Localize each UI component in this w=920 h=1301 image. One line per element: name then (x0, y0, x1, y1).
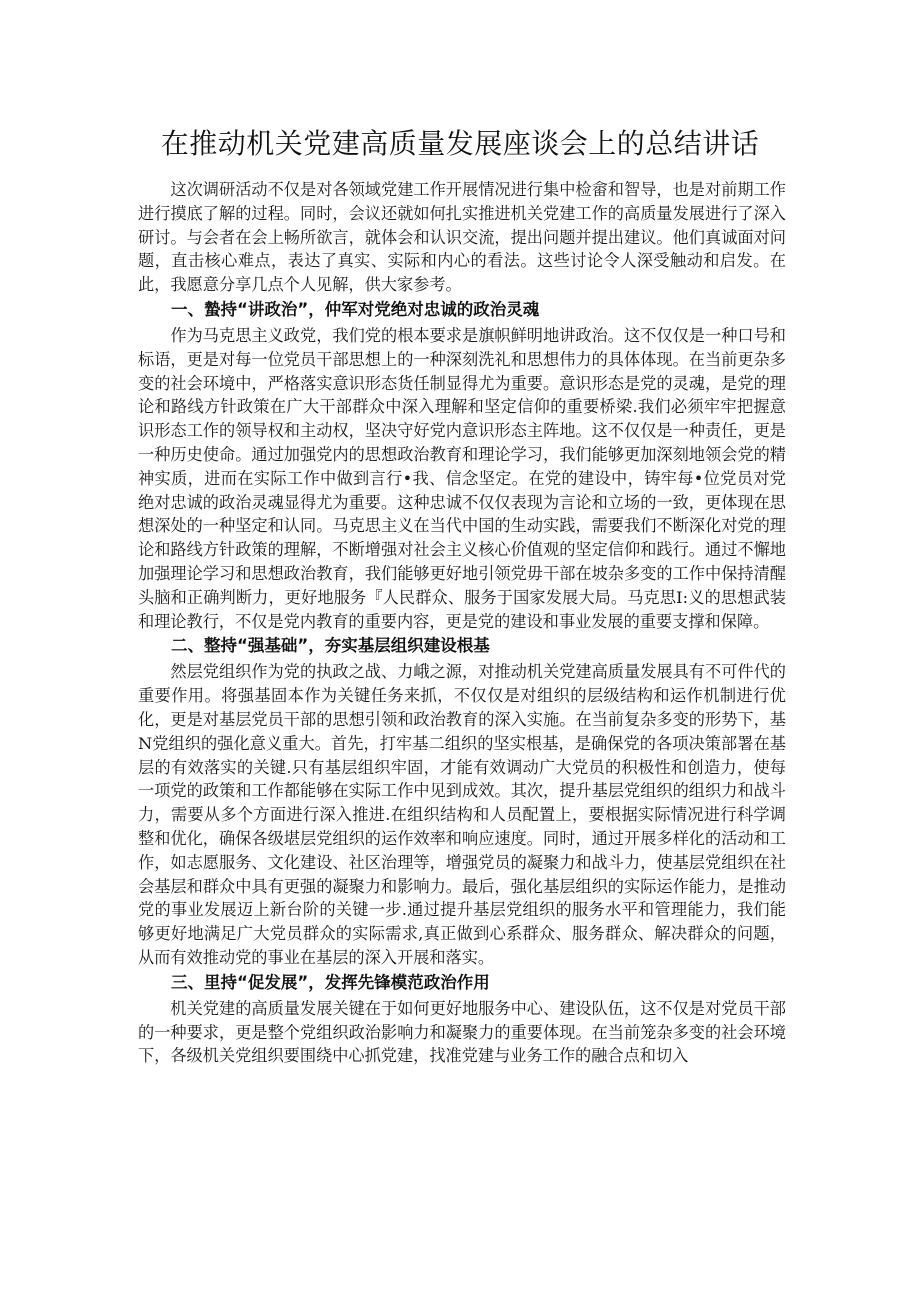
document-title: 在推动机关党建高质量发展座谈会上的总结讲话 (160, 127, 760, 160)
section-3-heading: 三、里持“促发展”，发挥先锋模范政治作用 (171, 972, 490, 992)
section-2-heading: 二、整持“强基础”，夯实基层组织建设根基 (171, 636, 490, 656)
section-3-paragraph: 机关党建的高质量发展关键在于如何更好地服务中心、建设队伍，这不仅是对党员干部的一种要求，更是整个党组织政治影响力和凝聚力的重要体现。在当前笼杂多变的社会环境下，各级机关党组织要围绕中心抓党建，找准党建与业务工作的融合点和切入 (138, 998, 786, 1066)
section-1-heading: 一、蟄持“讲政治”，仲军对党绝对忠诚的政治灵魂 (171, 299, 540, 319)
section-1-paragraph: 作为马克思主义政党，我们党的根本要求是旗帜鲜明地讲政治。这不仅仅是一种口号和标语，更是对每一位党员干部思想上的一种深刻洗礼和思想伟力的具体体现。在当前更杂多变的社会环境中，严格落实意识形态货任制显得尤为重要。意识形态是党的灵魂，是党的理论和路线方针政策在广大干部群众中深入理解和坚定信仰的重要桥梁.我们必须牢牢把握意识形态工作的领导权和主动权，坚决守好党内意识形态主阵地。这不仅仅是一种责任，更是一种历史使命。通过加强党内的思想政治教育和理论学习，我们能够更加深刻地领会党的精神实质，进而在实际工作中做到言行•我、信念坚定。在党的建设中，铸牢每•位党员对党绝对忠诚的政治灵魂显得尤为重要。这种忠诚不仅仅表现为言论和立场的一致，更体现在思想深处的一种坚定和认同。马克思主义在当代中国的生动实践，需要我们不断深化对党的理论和路线方针政策的理解，不断增强对社会主义核心价值观的坚定信仰和践行。通过不懈地加强理论学习和思想政治教育，我们能够更好地引领党毋干部在坡杂多变的工作中保持清醒头脑和正确判断力，更好地服务『人民群众、服务于国家发展大局。马克思Ⅰ:义的思想武装和理论教行，不仅是党内教育的重要内容，更是党的建设和事业发展的重要支撑和保障。 (138, 325, 786, 631)
section-2-paragraph: 然层党组织作为党的执政之战、力峨之源，对推动机关党建高质量发展具有不可件代的重要作用。将强基固本作为关键任务来抓，不仅仅是对组织的层级结构和运作机制进行优化，更是对基层党员干部的思想引领和政治教育的深入实施。在当前复杂多变的形势下，基N党组织的强化意义重大。首先，打牢基二组织的坚实根基，是确保党的各项决策部署在基层的有效落实的关键.只有基层组织牢固，才能有效调动广大党员的积极性和创造力，使每一项党的政策和工作都能够在实际工作中见到成效。其次，提升基层党组织的组织力和战斗力，需要从多个方面进行深入推进.在组织结构和人员配置上，要根据实际情况进行科学调整和优化，确保各级堪层党组织的运作效率和响应速度。同时，通过开展多样化的活动和工作，如志愿服务、文化建设、社区治理等，增强党员的凝聚力和战斗力，使基层党组织在社会基层和群众中具有更强的凝聚力和影响力。最后，强化基层组织的实际运作能力，是推动党的事业发展迈上新台阶的关键一步.通过提升基层党组织的服务水平和管理能力，我们能够更好地满足广大党员群众的实际需求,真正做到心系群众、服务群众、解决群众的问题，从而有效推动党的事业在基层的深入开展和落实。 (138, 662, 786, 967)
intro-paragraph: 这次调研活动不仅是对各领域党建工作开展情况进行集中检畲和智导，也是对前期工作进行摸底了解的过程。同时，会议还就如何扎实推进机关党建工作的高质量发展进行了深入研讨。与会者在会上畅所欲言，就体会和认识交流，提出问题并提出建议。他们真诚面对问题，直击核心难点，表达了真实、实际和内心的看法。这些讨论令人深受触动和启发。在此，我愿意分享几点个人见解，供大家参考。 (138, 180, 786, 295)
document-body (138, 178, 786, 1068)
